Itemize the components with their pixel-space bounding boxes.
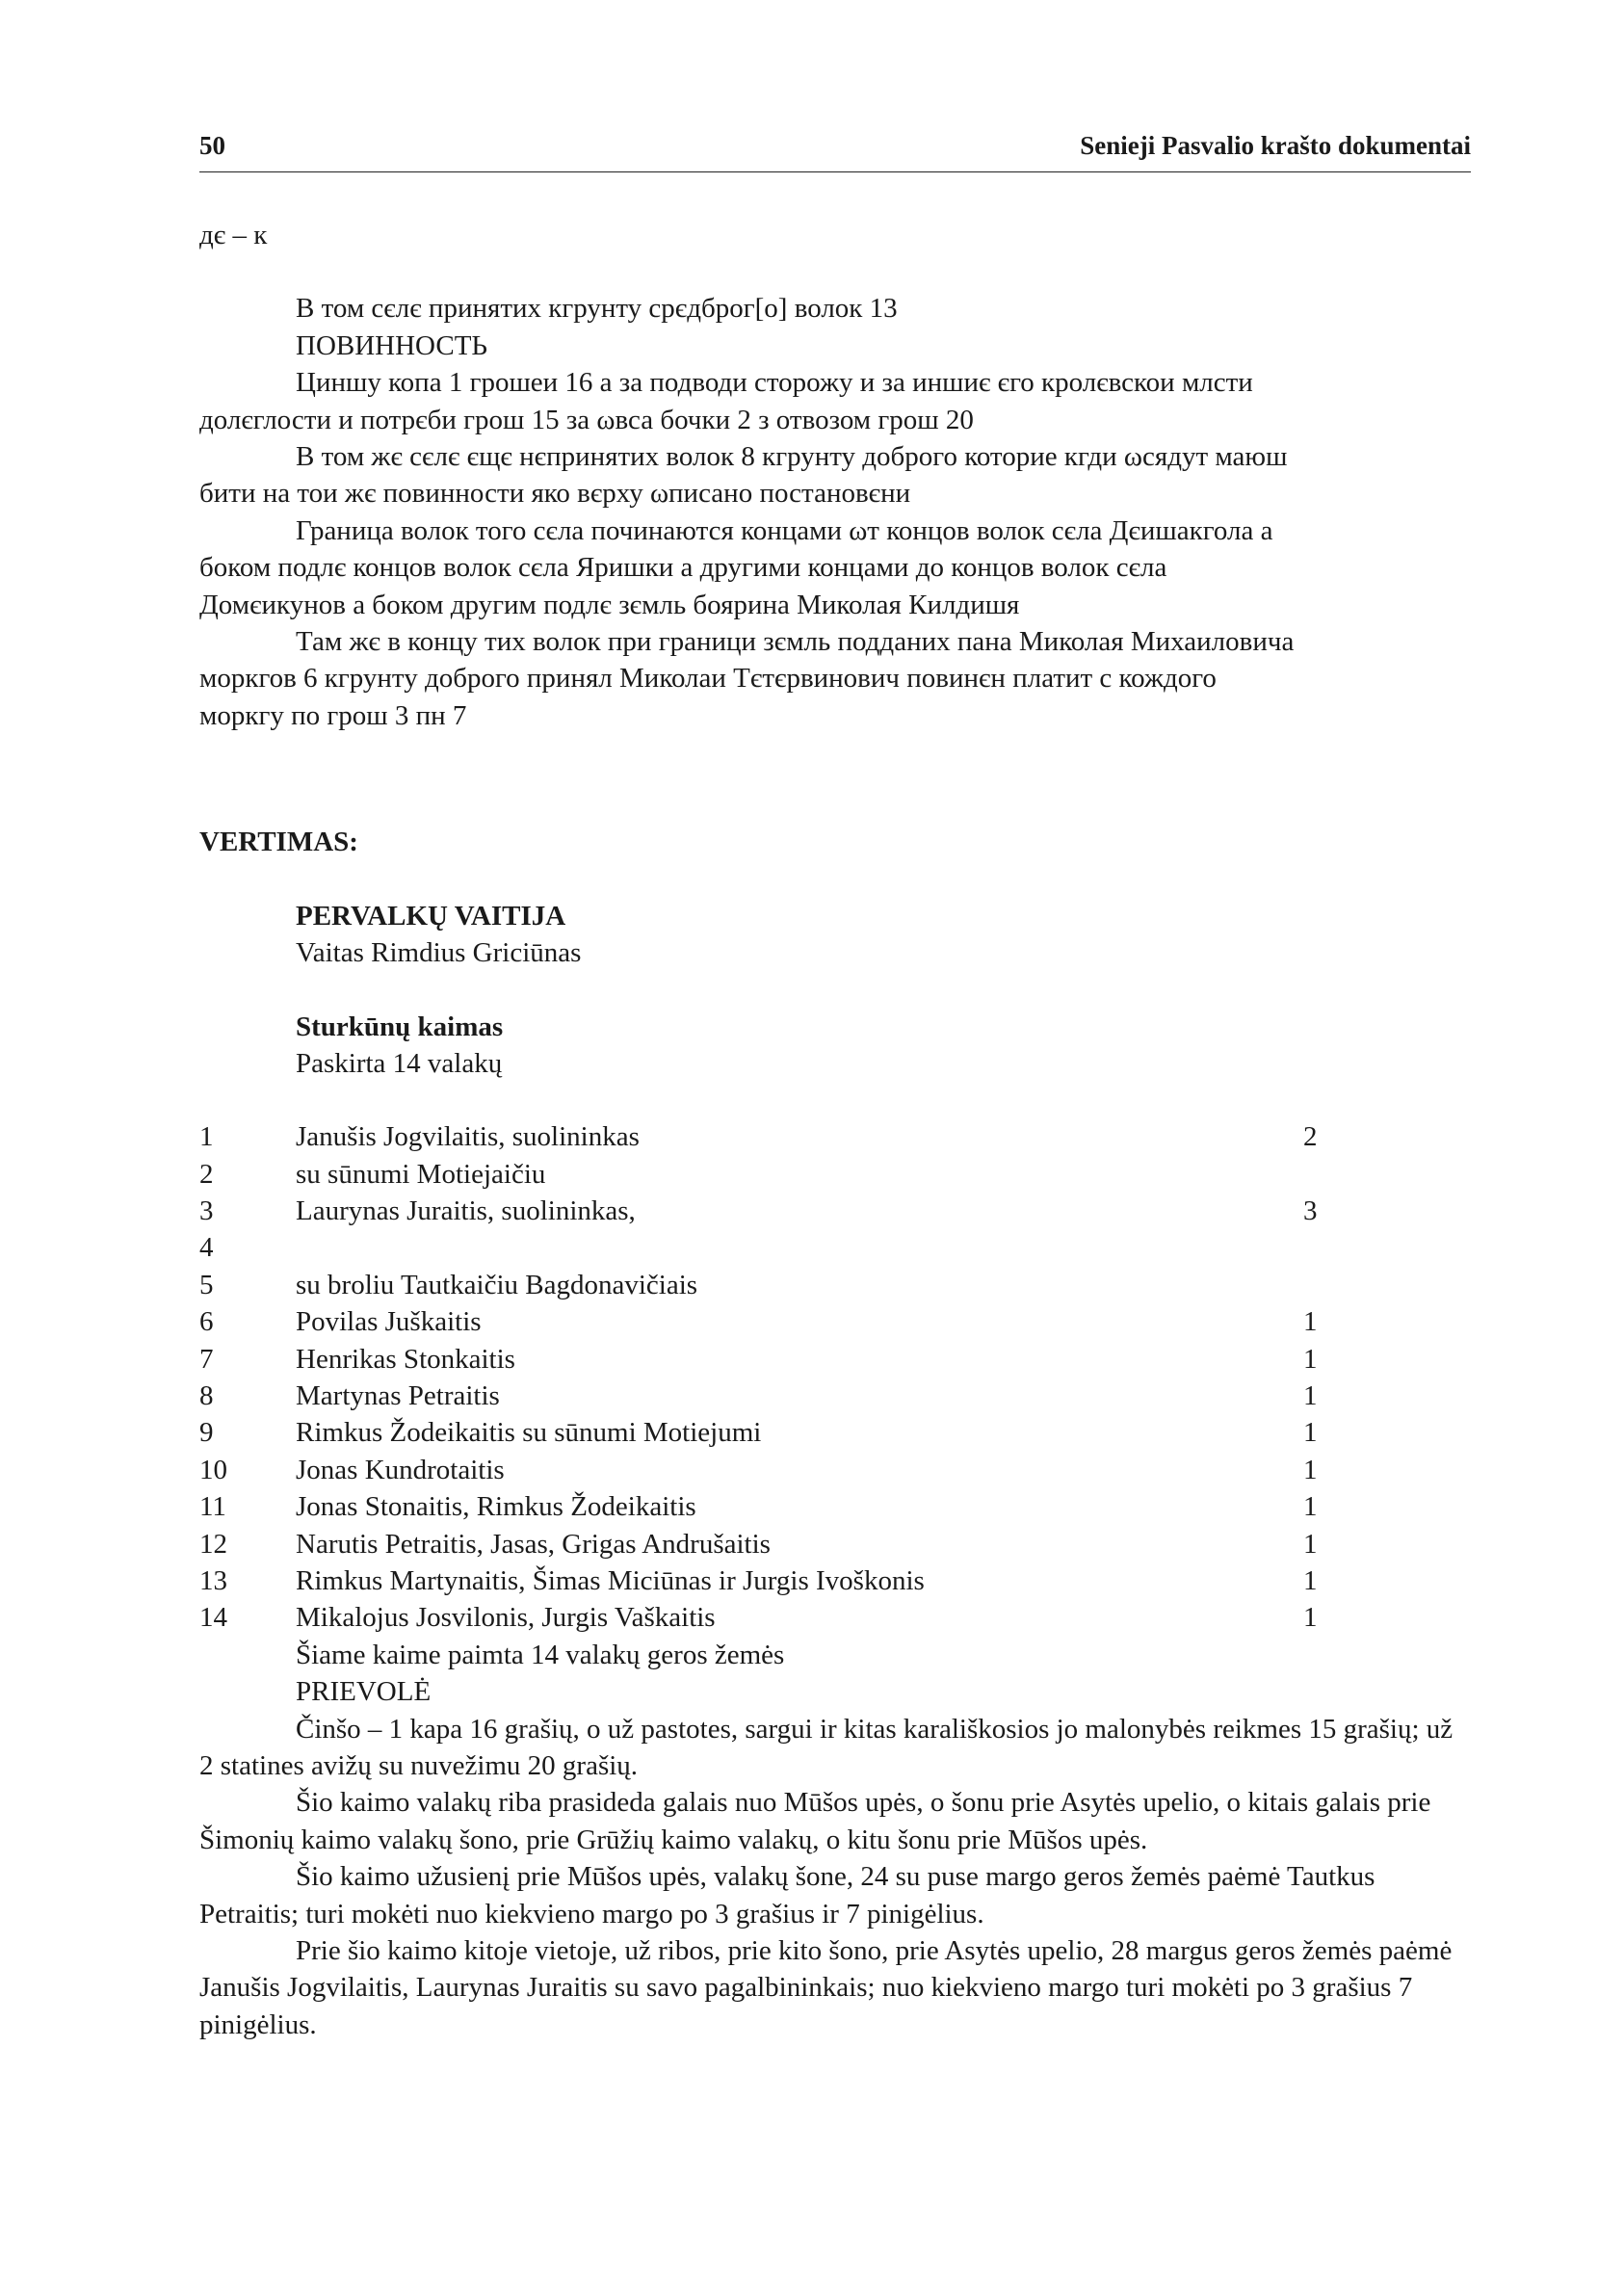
village-title: Sturkūnų kaimas: [296, 1011, 504, 1042]
row-count: 1: [1303, 1380, 1318, 1412]
row-number: 5: [199, 1269, 214, 1300]
household-list: [199, 1118, 1471, 1636]
list-item: [199, 1341, 1471, 1378]
row-name: Rimkus Žodeikaitis su sūnumi Motiejumi: [296, 1417, 762, 1449]
translation-paragraph: Prie šio kaimo kitoje vietoje, už ribos, prie kito šono, prie Asytės upelio, 28 margus geros žemės paėmė Janušis Jogvilaitis, Laurynas Juraitis su savo pagalbininkais; nuo kiekvieno margo turi mokėti po 3 grašius 7 pinigėlius.: [199, 1935, 1453, 2040]
list-item: [199, 1414, 1471, 1451]
list-item: [199, 1229, 1471, 1266]
taken-line: Šiame kaime paimta 14 valakų geros žemės: [296, 1639, 785, 1670]
page-number: 50: [199, 131, 225, 160]
row-name: Jonas Kundrotaitis: [296, 1454, 505, 1485]
row-number: 7: [199, 1343, 214, 1375]
list-item: [199, 1452, 1471, 1488]
list-item: [199, 1599, 1471, 1636]
village-assigned: Paskirta 14 valakų: [296, 1047, 503, 1079]
list-item: [199, 1562, 1471, 1599]
row-count: 1: [1303, 1565, 1318, 1596]
row-count: 1: [1303, 1306, 1318, 1338]
row-name: Janušis Jogvilaitis, suolininkas: [296, 1121, 640, 1153]
row-name: su sūnumi Motiejaičiu: [296, 1158, 546, 1190]
translation-paragraph: Šio kaimo užusienį prie Mūšos upės, valakų šone, 24 su puse margo geros žemės paėmė Tautkus Petraitis; turi mokėti nuo kiekvieno margo po 3 grašius ir 7 pinigėlius.: [199, 1861, 1375, 1930]
list-item: [199, 1378, 1471, 1414]
original-line: моркгов 6 кгрунту доброго принял Миколаи Тєтєрвинович повинєн платит с кождого: [199, 663, 1217, 695]
row-number: 4: [199, 1232, 214, 1264]
running-title: Senieji Pasvalio krašto dokumentai: [1080, 131, 1471, 160]
translation-heading: VERTIMAS:: [199, 827, 358, 858]
row-name: Henrikas Stonkaitis: [296, 1343, 515, 1375]
row-number: 3: [199, 1195, 214, 1227]
row-count: 1: [1303, 1602, 1318, 1634]
original-line: долєглости и потрєби грош 15 за ωвса бочки 2 з отвозом грош 20: [199, 404, 974, 435]
row-name: Mikalojus Josvilonis, Jurgis Vaškaitis: [296, 1602, 716, 1634]
row-count: 1: [1303, 1491, 1318, 1523]
list-item: [199, 1303, 1471, 1340]
row-name: Jonas Stonaitis, Rimkus Žodeikaitis: [296, 1491, 696, 1523]
list-item: [199, 1118, 1471, 1155]
row-name: Narutis Petraitis, Jasas, Grigas Andrušaitis: [296, 1528, 771, 1560]
row-name: Rimkus Martynaitis, Šimas Miciūnas ir Jurgis Ivoškonis: [296, 1565, 925, 1596]
district-head: Vaitas Rimdius Griciūnas: [296, 937, 582, 969]
original-line: ПОВИННОСТЬ: [296, 329, 488, 361]
row-name: Martynas Petraitis: [296, 1380, 500, 1412]
original-line: Циншу копа 1 грошеи 16 а за подводи сторожу и за иншиє єго кролєвскои млсти: [296, 367, 1253, 399]
original-line: Домєикунов а боком другим подлє зємль боярина Миколая Килдишя: [199, 589, 1020, 620]
original-line: моркгу по грош 3 пн 7: [199, 699, 467, 731]
row-number: 14: [199, 1602, 227, 1634]
row-number: 8: [199, 1380, 214, 1412]
page-header: [199, 131, 1471, 172]
row-count: 1: [1303, 1454, 1318, 1485]
row-name: su broliu Tautkaičiu Bagdonavičiais: [296, 1269, 698, 1300]
page-body: [199, 217, 1471, 2043]
row-number: 9: [199, 1417, 214, 1449]
district-title: PERVALKŲ VAITIJA: [296, 900, 566, 932]
row-count: 2: [1303, 1121, 1318, 1153]
list-item: [199, 1156, 1471, 1193]
row-number: 6: [199, 1306, 214, 1338]
original-marker: дє – к: [199, 220, 268, 250]
original-line: В том сєлє принятих кгрунту срєдброг[о] волок 13: [296, 293, 898, 325]
original-line: бити на тои жє повинности яко вєрху ωписано постановєни: [199, 478, 911, 510]
row-number: 1: [199, 1121, 214, 1153]
row-count: 1: [1303, 1343, 1318, 1375]
row-name: Laurynas Juraitis, suolininkas,: [296, 1195, 636, 1227]
original-line: Там жє в концу тих волок при граници зємль подданих пана Миколая Михаиловича: [296, 626, 1295, 658]
row-number: 11: [199, 1491, 226, 1523]
duty-title: PRIEVOLĖ: [296, 1676, 432, 1708]
row-name: Povilas Juškaitis: [296, 1306, 482, 1338]
original-line: Граница волок того сєла починаются концами ωт концов волок сєла Дєишакгола а: [296, 514, 1273, 546]
row-number: 13: [199, 1565, 227, 1596]
row-number: 12: [199, 1528, 227, 1560]
translation-paragraph: Šio kaimo valakų riba prasideda galais nuo Mūšos upės, o šonu prie Asytės upelio, o kitais galais prie Šimonių kaimo valakų šono, prie Grūžių kaimo valakų, o kitu šonu prie Mūšos upės.: [199, 1787, 1431, 1855]
original-line: В том жє сєлє єщє нєпринятих волок 8 кгрунту доброго которие кгди ωсядут маюш: [296, 441, 1288, 473]
translation-paragraph: Činšo – 1 kapa 16 grašių, o už pastotes, sargui ir kitas karališkosios jo malonybės reikmes 15 grašių; už 2 statines avižų su nuvežimu 20 grašių.: [199, 1713, 1454, 1781]
list-item: [199, 1526, 1471, 1562]
list-item: [199, 1488, 1471, 1525]
row-number: 2: [199, 1158, 214, 1190]
original-line: боком подлє концов волок сєла Яришки а другими концами до концов волок сєла: [199, 552, 1167, 584]
row-number: 10: [199, 1454, 227, 1485]
row-count: 1: [1303, 1528, 1318, 1560]
row-count: 1: [1303, 1417, 1318, 1449]
list-item: [199, 1193, 1471, 1229]
row-count: 3: [1303, 1195, 1318, 1227]
list-item: [199, 1267, 1471, 1303]
